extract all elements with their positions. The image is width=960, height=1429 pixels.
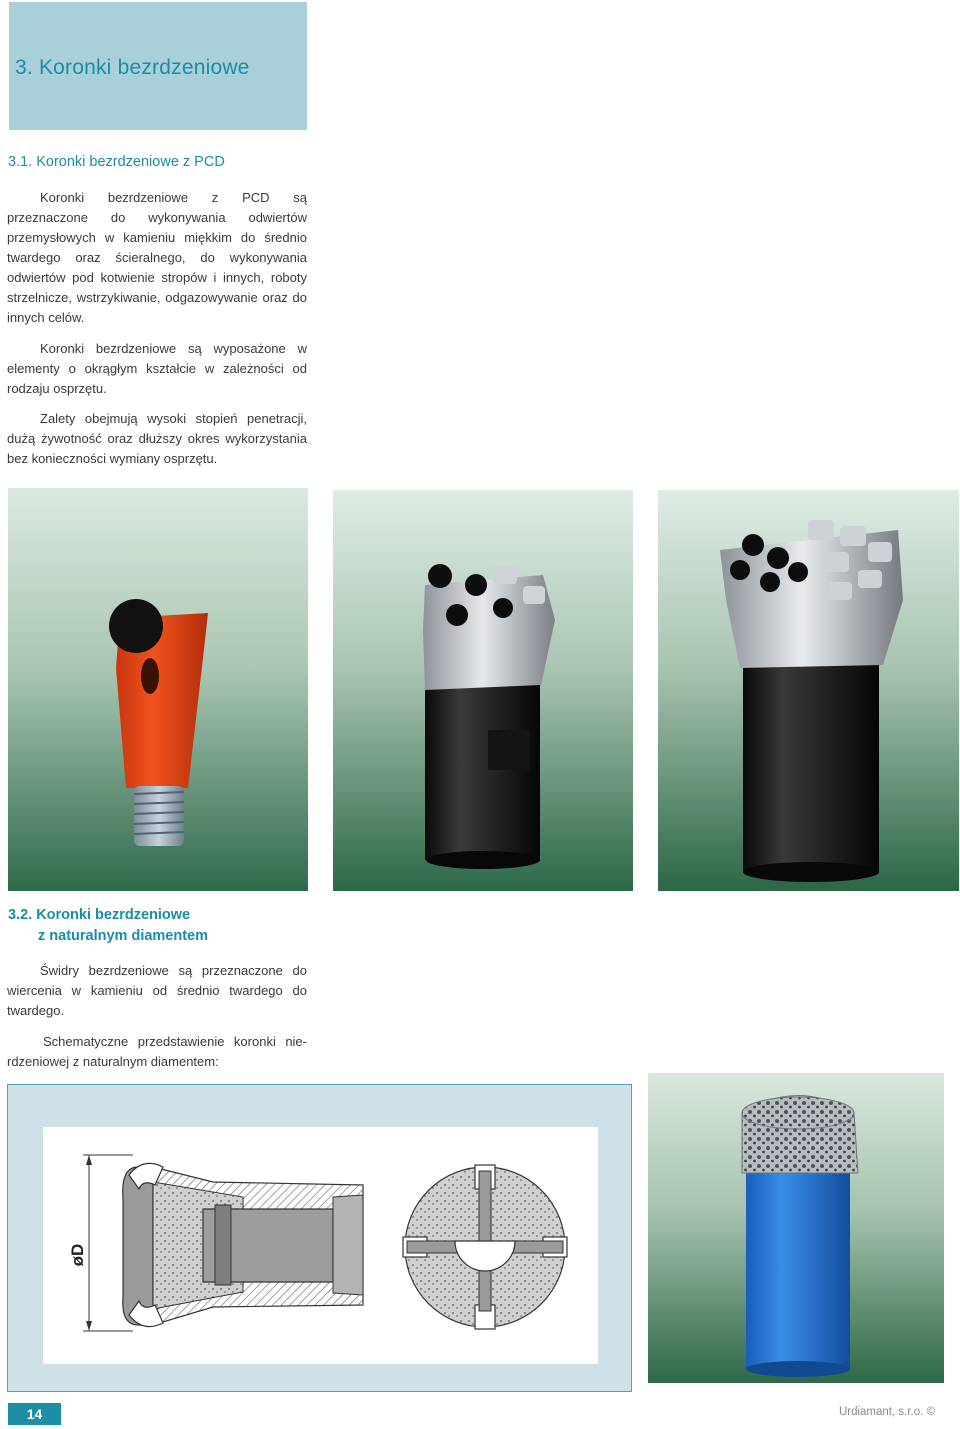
photo-orange-pcd-bit xyxy=(8,488,308,891)
diamond-paragraph-1: Świdry bezrdzeniowe są przeznaczone do wiercenia w kamieniu od średnio twardego do twardego. xyxy=(7,963,307,1018)
pcd-paragraph-1: Koronki bezrdzeniowe z PCD są przeznaczone do wykonywania odwiertów przemysłowych w kamieniu miękkim do średnio twardego oraz ścieralnego, do wykonywania odwiertów pod kotwienie stropów i innych, roboty strzelnicze, wstrzykiwanie, odgazowywanie oraz do innych celów. xyxy=(7,190,307,325)
photo-pcd-bit-small xyxy=(333,490,633,891)
diamond-heading-line1: 3.2. Koronki bezrdzeniowe xyxy=(8,907,191,923)
page-number: 14 xyxy=(8,1403,61,1425)
section-title-banner xyxy=(9,2,307,130)
footer-copyright: Urdiamant, s.r.o. © xyxy=(838,1406,935,1418)
diamond-heading-line2: z naturalnym diamentem xyxy=(38,928,209,944)
pcd-paragraph-3: Zalety obejmują wysoki stopień penetracji, dużą żywotność oraz dłuższy okres wykorzystania bez konieczności wymiany osprzętu. xyxy=(7,411,307,466)
pcd-heading: 3.1. Koronki bezrdzeniowe z PCD xyxy=(8,154,225,170)
section-title: 3. Koronki bezrdzeniowe xyxy=(15,56,250,79)
photo-diamond-bit xyxy=(648,1073,944,1383)
schematic-diagram xyxy=(43,1127,598,1364)
diamond-paragraph-2: Schematyczne przedstawienie koronki nie-rdzeniowej z naturalnym diamentem: xyxy=(7,1034,307,1069)
diameter-label: øD xyxy=(68,1243,87,1267)
pcd-paragraph-2: Koronki bezrdzeniowe są wyposażone w elementy o okrągłym kształcie w zależności od rodzaju osprzętu. xyxy=(7,341,307,396)
schematic-diagram-frame xyxy=(7,1084,632,1392)
photo-pcd-bit-large xyxy=(658,490,959,891)
